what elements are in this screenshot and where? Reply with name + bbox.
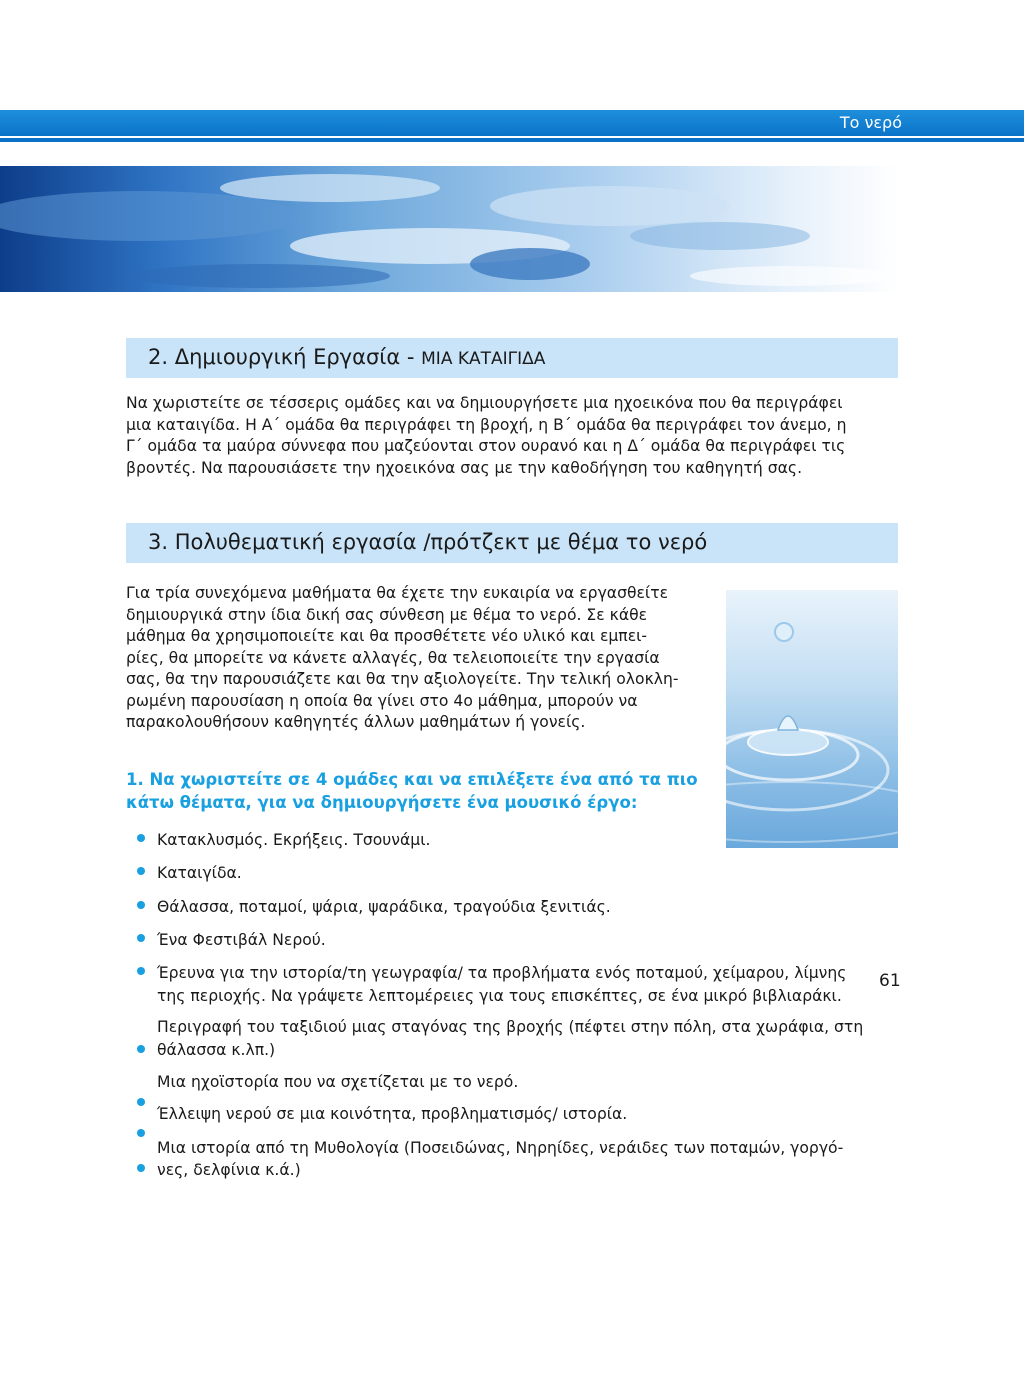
- bullet-icon: [137, 967, 145, 975]
- list-item: Κατακλυσμός. Εκρήξεις. Τσουνάμι.: [157, 831, 431, 849]
- section-3-text: Για τρία συνεχόμενα μαθήματα θα έχετε την ευκαιρία να εργασθείτε δημιουργικά στην ίδια δική σας σύνθεση με θέμα το νερό. Σε κάθε μάθημα θα χρησιμοποιείτε και θα προσθέτετε νέο υλικό και εμπει- ρίες, θα μπορείτε να κάνετε αλλαγές, θα τελειοποιείτε την εργασία σας, θα την παρουσιάζετε και θα την αξιολογείτε. Την τελική ολοκλη- ρωμένη παρουσίαση η οποία θα γίνει στο 4ο μάθημα, μπορούν να παρακολουθήσουν καθηγητές άλλων μαθημάτων ή γονείς.: [126, 584, 679, 731]
- bullet-icon: [137, 834, 145, 842]
- chapter-title: Το νερό: [839, 113, 902, 132]
- list-item: Μια ηχοϊστορία που να σχετίζεται με το νερό.: [157, 1073, 519, 1091]
- list-item: Μια ιστορία από τη Μυθολογία (Ποσειδώνας, Νηρηίδες, νεράιδες των ποταμών, γοργό-: [157, 1139, 844, 1157]
- bullet-icon: [137, 1098, 145, 1106]
- list-item-continuation: νες, δελφίνια κ.ά.): [157, 1161, 301, 1179]
- list-item-continuation: θάλασσα κ.λπ.): [157, 1041, 276, 1059]
- bullet-icon: [137, 901, 145, 909]
- task-heading: 1. Να χωριστείτε σε 4 ομάδες και να επιλέξετε ένα από τα πιο κάτω θέματα, για να δημιουργήσετε ένα μουσικό έργο:: [126, 770, 698, 812]
- header-divider: [0, 138, 1024, 142]
- list-item: Θάλασσα, ποταμοί, ψάρια, ψαράδικα, τραγούδια ξενιτιάς.: [157, 898, 611, 916]
- list-item: Έρευνα για την ιστορία/τη γεωγραφία/ τα προβλήματα ενός ποταμού, χείμαρου, λίμνης: [157, 964, 847, 982]
- water-banner-image: [0, 166, 900, 292]
- list-item: Ένα Φεστιβάλ Νερού.: [157, 931, 326, 949]
- section-3-heading: 3. Πολυθεματική εργασία /πρότζεκτ με θέμα το νερό: [126, 523, 898, 563]
- water-drop-image: [726, 590, 898, 848]
- list-item-continuation: της περιοχής. Να γράψετε λεπτομέρειες για τους επισκέπτες, σε ένα μικρό βιβλιαράκι.: [157, 987, 842, 1005]
- bullet-icon: [137, 1129, 145, 1137]
- list-item: Έλλειψη νερού σε μια κοινότητα, προβληματισμός/ ιστορία.: [157, 1105, 628, 1123]
- section-2-heading: 2. Δημιουργική Εργασία - ΜΙΑ ΚΑΤΑΙΓΙΔΑ: [126, 338, 898, 378]
- page-number: 61: [879, 971, 901, 991]
- bullet-icon: [137, 1164, 145, 1172]
- list-item: Καταιγίδα.: [157, 864, 242, 882]
- bullet-icon: [137, 1045, 145, 1053]
- section-2-text: Να χωριστείτε σε τέσσερις ομάδες και να δημιουργήσετε μια ηχοεικόνα που θα περιγράφει μια καταιγίδα. Η Α΄ ομάδα θα περιγράφει τη βροχή, η Β΄ ομάδα θα περιγράφει τον άνεμο, η Γ΄ ομάδα τα μαύρα σύννεφα που μαζεύονται στον ουρανό και η Δ΄ ομάδα θα περιγράφει τις βροντές. Να παρουσιάσετε την ηχοεικόνα σας με την καθοδήγηση του καθηγητή σας.: [126, 394, 847, 477]
- bullet-icon: [137, 934, 145, 942]
- bullet-icon: [137, 867, 145, 875]
- list-item: Περιγραφή του ταξιδιού μιας σταγόνας της βροχής (πέφτει στην πόλη, στα χωράφια, στη: [157, 1018, 864, 1036]
